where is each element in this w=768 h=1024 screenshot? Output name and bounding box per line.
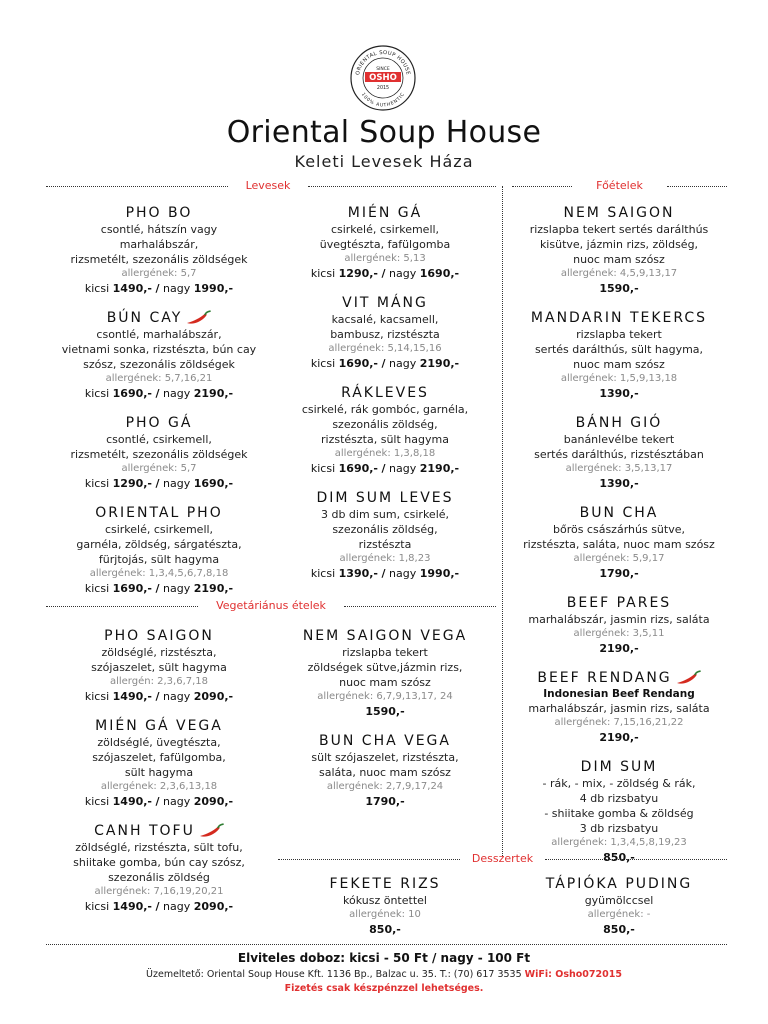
dish-description (272, 750, 498, 780)
column-desszert-1 (272, 875, 498, 950)
dish-name-text: PHO GÁ (125, 415, 193, 431)
dish-name (46, 822, 272, 840)
allergen-info: allergének: 5,7 (121, 268, 197, 279)
dish-name-text: VIT MÁNG (342, 295, 428, 311)
description-line: rizslapba tekert (576, 328, 662, 341)
allergen-info: allergének: 5,13 (344, 253, 426, 264)
dish-name-text: CANH TOFU (94, 823, 195, 839)
dish-price: kicsi 1490,- / nagy 2090,- (84, 690, 234, 703)
allergen-info: allergének: - (587, 909, 651, 920)
chili-pepper-icon (198, 823, 224, 839)
description-line: kisütve, jázmin rizs, zöldség, (539, 238, 699, 251)
page-title: Oriental Soup House (226, 115, 542, 150)
allergen-info: allergének: 7,15,16,21,22 (554, 717, 684, 728)
column-divider (502, 186, 503, 856)
description-line: szezonális zöldség, (332, 418, 438, 431)
description-line: 4 db rizsbatyu (579, 792, 659, 805)
allergen-info: allergének: 5,9,17 (573, 553, 665, 564)
section-label-vegetarianus: Vegetáriánus ételek (216, 599, 326, 612)
dish-name (272, 627, 498, 645)
large-price: 2190,- (419, 357, 460, 370)
menu-item (272, 489, 498, 581)
allergen-info: allergének: 1,3,4,5,6,7,8,18 (89, 568, 229, 579)
dish-price (272, 922, 498, 937)
dish-price: kicsi 1690,- / nagy 2190,- (310, 462, 460, 475)
dish-description (507, 327, 731, 372)
description-line: rizsmetélt, szezonális zöldségek (70, 448, 248, 461)
description-line: sertés darálthús, sült hagyma, (534, 343, 704, 356)
dish-description (272, 222, 498, 252)
dish-description (272, 312, 498, 342)
column-levesek-1 (46, 204, 272, 609)
column-levesek-2 (272, 204, 498, 594)
large-label: nagy (163, 900, 191, 913)
large-price: 1990,- (193, 282, 234, 295)
dish-price: kicsi 1690,- / nagy 2190,- (310, 357, 460, 370)
dish-name-text: NEM SAIGON (563, 205, 675, 221)
dish-name-text: MIÉN GÁ VEGA (95, 718, 223, 734)
description-line: csontlé, hátszín vagy (100, 223, 218, 236)
dish-name (507, 594, 731, 612)
description-line: vietnami sonka, rizstészta, bún cay (61, 343, 257, 356)
description-line: nuoc mam szósz (573, 253, 665, 266)
menu-item (507, 758, 731, 865)
logo-arc-top: ORIENTAL SOUP HOUSE (355, 49, 411, 76)
dish-subtitle: Indonesian Beef Rendang (543, 688, 695, 700)
payment-note: Fizetés csak készpénzzel lehetséges. (284, 983, 484, 994)
wifi-info: WiFi: Osho072015 (524, 969, 622, 980)
price-value: 850,- (369, 923, 401, 936)
menu-item (46, 204, 272, 296)
menu-item (507, 594, 731, 656)
allergen-info: allergének: 5,7,16,21 (105, 373, 213, 384)
dish-price (272, 794, 498, 809)
description-line: marhalábszár, jasmin rizs, saláta (528, 702, 710, 715)
description-line: - shiitake gomba & zöldség (544, 807, 694, 820)
small-price: 1690,- (338, 462, 378, 475)
small-price: 1490,- (112, 795, 152, 808)
dish-name-text: RÁKLEVES (341, 385, 429, 401)
allergen-info: allergének: 10 (349, 909, 421, 920)
chili-pepper-icon (675, 670, 701, 686)
description-line: csirkelé, csirkemell, (330, 223, 440, 236)
small-price: 1290,- (338, 267, 378, 280)
dish-price (507, 730, 731, 745)
dish-description (46, 222, 272, 267)
large-label: nagy (163, 795, 191, 808)
dish-name (507, 758, 731, 776)
dish-name-text: FEKETE RIZS (329, 876, 441, 892)
large-label: nagy (163, 690, 191, 703)
osho-logo (349, 44, 417, 112)
description-line: zöldséglé, rizstészta, (101, 646, 217, 659)
price-value: 850,- (603, 923, 635, 936)
small-label: kicsi (84, 282, 110, 295)
description-line: rizstészta (358, 538, 412, 551)
allergen-info: allergének: 2,3,6,13,18 (100, 781, 218, 792)
large-label: nagy (163, 387, 191, 400)
menu-item (46, 504, 272, 596)
section-label-levesek: Levesek (245, 179, 291, 192)
description-line: rizslapba tekert (342, 646, 428, 659)
description-line: szezonális zöldség (108, 871, 210, 884)
price-value: 2190,- (599, 731, 639, 744)
description-line: szezonális zöldség, (332, 523, 438, 536)
large-price: 2090,- (193, 900, 234, 913)
dish-description (46, 522, 272, 567)
description-line: szójaszelet, fafülgomba, (92, 751, 226, 764)
price-value: 1790,- (365, 795, 405, 808)
operator-info (0, 969, 768, 980)
description-line: - rák, - mix, - zöldség & rák, (542, 777, 696, 790)
menu-item (46, 717, 272, 809)
page-subtitle: Keleti Levesek Háza (294, 152, 474, 171)
small-label: kicsi (310, 357, 336, 370)
dish-name (46, 309, 272, 327)
menu-item (272, 732, 498, 809)
dish-name (272, 875, 498, 893)
dish-name (507, 414, 731, 432)
small-label: kicsi (310, 462, 336, 475)
dish-description (272, 507, 498, 552)
description-line: sertés darálthús, rizstésztában (534, 448, 704, 461)
dish-name (46, 204, 272, 222)
description-line: bőrös császárhús sütve, (552, 523, 685, 536)
price-value: 1590,- (599, 282, 639, 295)
small-label: kicsi (310, 267, 336, 280)
dish-name (46, 414, 272, 432)
dish-name-text: PHO SAIGON (104, 628, 214, 644)
description-line: zöldséglé, rizstészta, sült tofu, (75, 841, 243, 854)
menu-item (46, 627, 272, 704)
dish-description (507, 522, 731, 552)
dish-description (46, 735, 272, 780)
description-line: fürjtojás, sült hagyma (98, 553, 220, 566)
dish-name-text: NEM SAIGON VEGA (302, 628, 468, 644)
price-value: 1590,- (365, 705, 405, 718)
dish-name-text: BEEF PARES (566, 595, 672, 611)
logo-brand: OSHO (369, 73, 397, 84)
menu-item (507, 204, 731, 296)
allergen-info: allergének: 2,7,9,17,24 (326, 781, 444, 792)
small-label: kicsi (84, 387, 110, 400)
dish-description (507, 893, 731, 908)
price-value: 1390,- (599, 387, 639, 400)
dish-description (46, 645, 272, 675)
large-label: nagy (389, 567, 417, 580)
price-value: 2190,- (599, 642, 639, 655)
dish-name-text: BEEF RENDANG (537, 670, 672, 686)
description-line: üvegtészta, fafülgomba (319, 238, 451, 251)
dish-price: kicsi 1490,- / nagy 1990,- (84, 282, 234, 295)
small-price: 1390,- (338, 567, 378, 580)
description-line: csontlé, csirkemell, (106, 433, 212, 446)
menu-item (46, 414, 272, 491)
allergen-info: allergének: 1,3,4,5,8,19,23 (551, 837, 687, 848)
dish-description (507, 222, 731, 267)
dish-description (507, 701, 731, 716)
description-line: garnéla, zöldség, sárgatészta, (76, 538, 242, 551)
dish-name-text: BÚN CAY (106, 310, 183, 326)
description-line: gyümölccsel (584, 894, 654, 907)
allergen-info: allergén: 2,3,6,7,18 (109, 676, 209, 687)
section-label-foetelek: Főételek (596, 179, 643, 192)
dish-name (46, 627, 272, 645)
dish-price (507, 922, 731, 937)
section-label-desszertek: Desszertek (471, 852, 534, 865)
allergen-info: allergének: 3,5,11 (573, 628, 665, 639)
small-price: 1290,- (112, 477, 152, 490)
allergen-info: allergének: 4,5,9,13,17 (560, 268, 678, 279)
dish-price (507, 386, 731, 401)
menu-item (272, 875, 498, 937)
dish-name (507, 504, 731, 522)
description-line: banánlevélbe tekert (563, 433, 675, 446)
menu-item (272, 384, 498, 476)
description-line: 3 db rizsbatyu (579, 822, 659, 835)
separator-levesek (46, 180, 496, 192)
large-label: nagy (163, 477, 191, 490)
menu-item (507, 875, 731, 937)
column-vegetarianus-1 (46, 627, 272, 927)
large-label: nagy (389, 462, 417, 475)
logo-year: 2015 (376, 86, 390, 91)
dish-name-text: DIM SUM LEVES (316, 490, 454, 506)
large-price: 2190,- (419, 462, 460, 475)
small-label: kicsi (84, 795, 110, 808)
dish-description (507, 612, 731, 627)
large-price: 2190,- (193, 387, 234, 400)
small-label: kicsi (84, 582, 110, 595)
large-label: nagy (389, 267, 417, 280)
dish-description (507, 432, 731, 462)
small-price: 1690,- (112, 582, 152, 595)
dish-description (272, 893, 498, 908)
dish-name-text: BUN CHA (579, 505, 659, 521)
small-label: kicsi (84, 477, 110, 490)
dish-name (46, 717, 272, 735)
dish-price: kicsi 1490,- / nagy 2090,- (84, 795, 234, 808)
description-line: shiitake gomba, bún cay szósz, (73, 856, 245, 869)
small-price: 1490,- (112, 282, 152, 295)
allergen-info: allergének: 6,7,9,13,17, 24 (317, 691, 453, 702)
dish-name-text: BÁNH GIÓ (575, 415, 663, 431)
dish-price: kicsi 1290,- / nagy 1690,- (310, 267, 460, 280)
chili-pepper-icon (185, 310, 211, 326)
description-line: zöldséglé, üvegtészta, (97, 736, 221, 749)
allergen-info: allergének: 1,5,9,13,18 (560, 373, 678, 384)
dish-description (46, 840, 272, 885)
menu-item (46, 309, 272, 401)
dish-price (272, 704, 498, 719)
price-value: 1790,- (599, 567, 639, 580)
large-price: 2090,- (193, 795, 234, 808)
menu-item (46, 822, 272, 914)
description-line: nuoc mam szósz (573, 358, 665, 371)
dish-price (507, 281, 731, 296)
menu-item (507, 414, 731, 491)
dish-name-text: MIÉN GÁ (347, 205, 423, 221)
description-line: kacsalé, kacsamell, (331, 313, 439, 326)
description-line: rizstészta, sült hagyma (321, 433, 449, 446)
takeaway-box-note: Elviteles doboz: kicsi - 50 Ft / nagy - 100 Ft (237, 951, 531, 965)
dish-price: kicsi 1490,- / nagy 2090,- (84, 900, 234, 913)
description-line: sült szójaszelet, rizstészta, (311, 751, 459, 764)
dish-name (507, 875, 731, 893)
column-vegetarianus-2 (272, 627, 498, 822)
description-line: csirkelé, csirkemell, (104, 523, 214, 536)
description-line: szósz, szezonális zöldségek (83, 358, 235, 371)
allergen-info: allergének: 1,8,23 (339, 553, 431, 564)
dish-price (507, 641, 731, 656)
dish-price: kicsi 1690,- / nagy 2190,- (84, 387, 234, 400)
description-line: csontlé, marhalábszár, (96, 328, 222, 341)
dish-name (507, 309, 731, 327)
dish-name-text: MANDARIN TEKERCS (530, 310, 708, 326)
description-line: sült hagyma (124, 766, 194, 779)
dish-description (272, 402, 498, 447)
dish-name (272, 294, 498, 312)
large-price: 1690,- (193, 477, 234, 490)
allergen-info: allergének: 7,16,19,20,21 (94, 886, 224, 897)
operator-text: Üzemeltető: Oriental Soup House Kft. 1136 Bp., Balzac u. 35. T.: (70) 617 3535 (146, 969, 522, 980)
dish-description (46, 432, 272, 462)
dish-name (272, 204, 498, 222)
dish-description (46, 327, 272, 372)
description-line: marhalábszár, jasmin rizs, saláta (528, 613, 710, 626)
description-line: rizslapba tekert sertés darálthús (529, 223, 709, 236)
dish-price (507, 476, 731, 491)
dish-description (507, 776, 731, 836)
description-line: marhalábszár, (119, 238, 199, 251)
menu-item (272, 627, 498, 719)
dish-name (507, 204, 731, 222)
description-line: rizstészta, saláta, nuoc mam szósz (523, 538, 715, 551)
menu-item (507, 504, 731, 581)
description-line: 3 db dim sum, csirkelé, (320, 508, 450, 521)
dish-price: kicsi 1290,- / nagy 1690,- (84, 477, 234, 490)
dish-description (272, 645, 498, 690)
dish-name-text: TÁPIÓKA PUDING (545, 876, 693, 892)
price-value: 850,- (603, 851, 635, 864)
description-line: csirkelé, rák gombóc, garnéla, (301, 403, 469, 416)
large-label: nagy (163, 282, 191, 295)
dish-name-text: BUN CHA VEGA (319, 733, 451, 749)
allergen-info: allergének: 5,7 (121, 463, 197, 474)
large-price: 2090,- (193, 690, 234, 703)
description-line: kókusz öntettel (343, 894, 427, 907)
dish-price (507, 566, 731, 581)
dish-name (272, 489, 498, 507)
dish-price: kicsi 1390,- / nagy 1990,- (310, 567, 460, 580)
small-price: 1490,- (112, 900, 152, 913)
price-value: 1390,- (599, 477, 639, 490)
small-label: kicsi (84, 900, 110, 913)
large-price: 1690,- (419, 267, 460, 280)
description-line: nuoc mam szósz (339, 676, 431, 689)
allergen-info: allergének: 1,3,8,18 (334, 448, 436, 459)
menu-item (507, 669, 731, 745)
small-price: 1490,- (112, 690, 152, 703)
large-price: 1990,- (419, 567, 460, 580)
description-line: saláta, nuoc mam szósz (319, 766, 451, 779)
small-label: kicsi (310, 567, 336, 580)
description-line: zöldségek sütve,jázmin rizs, (307, 661, 463, 674)
menu-item (272, 204, 498, 281)
logo-since: SINCE (376, 67, 390, 72)
dish-price (507, 850, 731, 865)
dish-name-text: DIM SUM (580, 759, 658, 775)
menu-item (272, 294, 498, 371)
allergen-info: allergének: 3,5,13,17 (565, 463, 673, 474)
large-price: 2190,- (193, 582, 234, 595)
description-line: rizsmetélt, szezonális zöldségek (70, 253, 248, 266)
dish-name (272, 384, 498, 402)
dish-name-text: ORIENTAL PHO (95, 505, 223, 521)
large-label: nagy (163, 582, 191, 595)
menu-item (507, 309, 731, 401)
allergen-info: allergének: 5,14,15,16 (328, 343, 442, 354)
large-label: nagy (389, 357, 417, 370)
small-price: 1690,- (112, 387, 152, 400)
logo-arc-bottom: 100% AUTHENTIC (359, 92, 407, 109)
description-line: bambusz, rizstészta (330, 328, 440, 341)
small-label: kicsi (84, 690, 110, 703)
column-foetelek (507, 204, 731, 878)
small-price: 1690,- (338, 357, 378, 370)
separator-foetelek (512, 180, 727, 192)
dish-name-text: PHO BO (125, 205, 193, 221)
dish-price: kicsi 1690,- / nagy 2190,- (84, 582, 234, 595)
dish-name (272, 732, 498, 750)
column-desszert-2 (507, 875, 731, 950)
description-line: szójaszelet, sült hagyma (91, 661, 227, 674)
dish-name (507, 669, 731, 687)
dish-name (46, 504, 272, 522)
